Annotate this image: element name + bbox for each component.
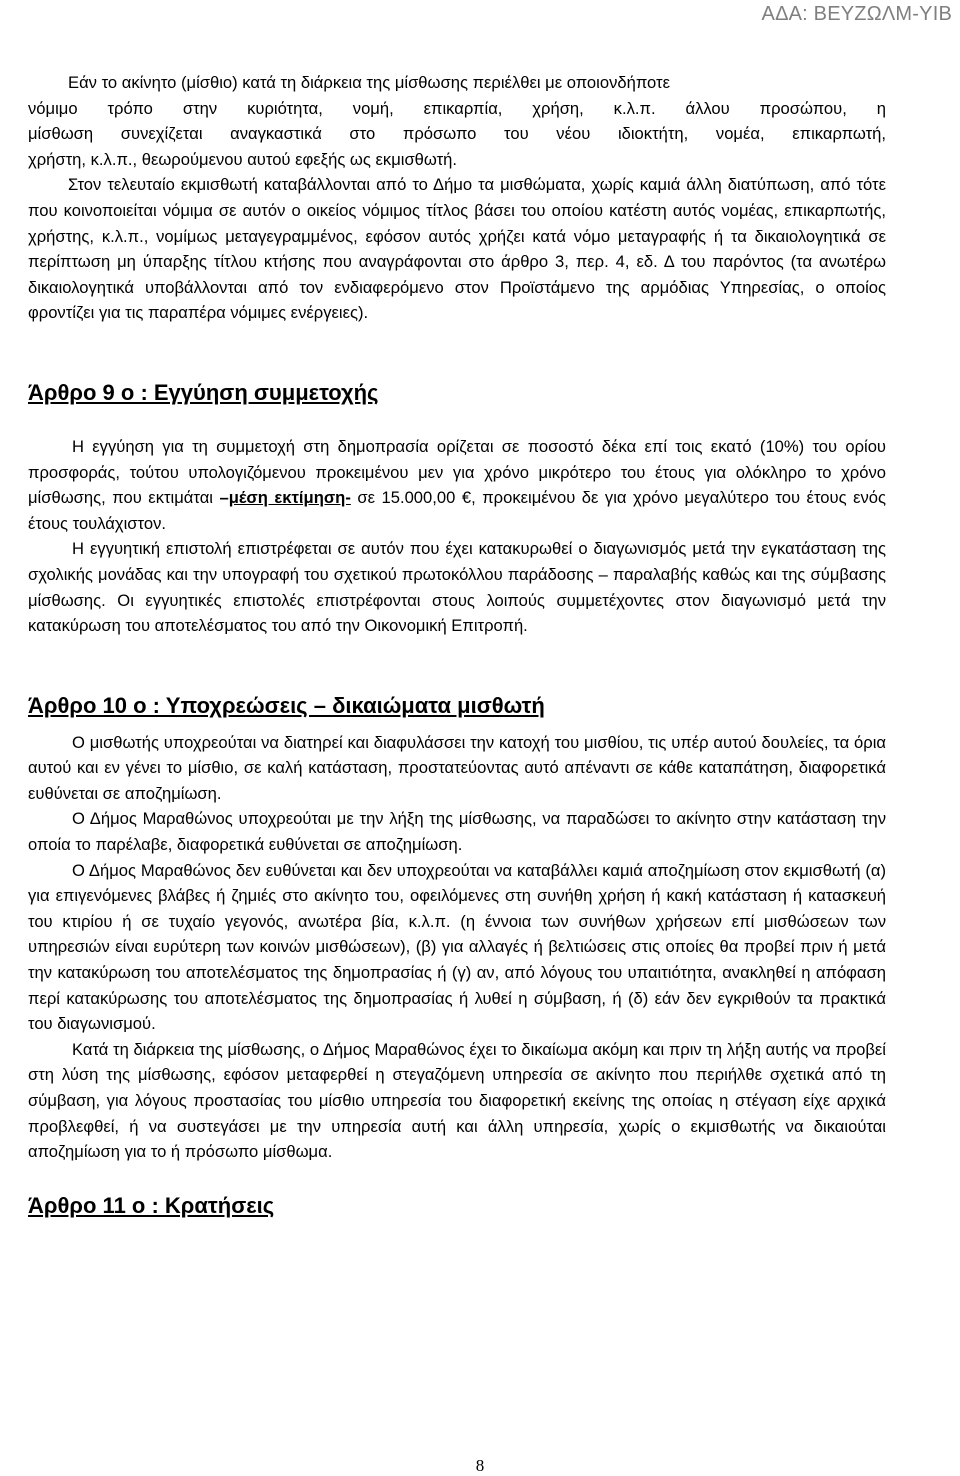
article-10-title-text: Άρθρο 10 ο : Υποχρεώσεις – δικαιώματα μισθωτή — [28, 692, 545, 718]
article-9-title-text: Άρθρο 9 ο : Εγγύηση συμμετοχής — [28, 379, 379, 405]
paragraph-line: χρήστη, κ.λ.π., θεωρούμενου αυτού εφεξής ως εκμισθωτή. — [28, 149, 458, 169]
paragraph: Ο Δήμος Μαραθώνος δεν ευθύνεται και δεν υποχρεούται να καταβάλλει καμιά αποζημίωση στον εκμισθωτή (α) για επιγενόμενες βλάβες ή ζημιές στο ακίνητο του, οφειλόμενες στη συνήθη χρήση ή κακή κατάσταση ή κατασκευή του κτιρίου ή σε τυχαίο γεγονός, ανωτέρα βία, κ.λ.π. (η έννοια των συνήθων χρήσεων επί μισθώσεων των υπηρεσιών είναι ευρύτερη των κοινών μισθώσεων), (β) για αλλαγές ή βελτιώσεις στις οποίες θα προβεί πριν ή μετά την κατακύρωση του αποτελέσματος της δημοπρασίας ή (γ) αν, από λόγους του υπαιτιότητα, ανακληθεί η απόφαση περί κατακύρωσης του αποτελέσματος της δημοπρασίας ή λυθεί η σύμβαση, ή (δ) εάν δεν εγκριθούν τα πρακτικά του διαγωνισμού. — [28, 860, 886, 1034]
document-body — [28, 70, 886, 1221]
paragraph-line: νόμιμο τρόπο στην κυριότητα, νομή, επικαρπία, χρήση, κ.λ.π. άλλου προσώπου, η — [28, 98, 886, 118]
dash: – — [219, 488, 229, 508]
paragraph-line: Εάν το ακίνητο (μίσθιο) κατά τη διάρκεια της μίσθωσης περιέλθει με οποιονδήποτε — [68, 73, 671, 92]
paragraph: Ο Δήμος Μαραθώνος υποχρεούται με την λήξη της μίσθωσης, να παραδώσει το ακίνητο στην κατάσταση την οποία το παρέλαβε, διαφορετικά ευθύνεται σε αποζημίωση. — [28, 809, 886, 855]
article-10-title — [28, 691, 886, 721]
paragraph: Κατά τη διάρκεια της μίσθωσης, ο Δήμος Μαραθώνος έχει το δικαίωμα ακόμη και πριν τη λήξη αυτής να προβεί στη λύση της μίσθωσης, εφόσον μεταφερθεί η στεγαζόμενη υπηρεσία σε ακίνητο που περιήλθε σχετικά από τη σύμβαση, για λόγους προστασίας του μίσθιο υπηρεσία του διαφορετική εκείνης της οποίας η στέγαση είχε αρχικά προβλεφθεί, ή να συστεγάσει με την υπηρεσία αυτή και άλλη υπηρεσία, χωρίς ο εκμισθωτής να δικαιούται αποζημίωση για το ή πρόσωπο μίσθωμα. — [28, 1039, 886, 1162]
paragraph: Στον τελευταίο εκμισθωτή καταβάλλονται από το Δήμο τα μισθώματα, χωρίς καμιά άλλη διατύπωση, από τότε που κοινοποιείται νόμιμα σε αυτόν ο οικείος νόμιμος τίτλος βάσει του οποίου κατέστη αυτός νομέας, επικαρπωτής, χρήστης, κ.λ.π., νομίμως μεταγεγραμμένος, εφόσον αυτός χρήζει κατά νόμο μεταγραφής ή τα δικαιολογητικά σε περίπτωση μη ύπαρξης τίτλου κτήσης που αναγράφονται στο άρθρο 3, περ. 4, εδ. Δ του παρόντος (τα ανωτέρω δικαιολογητικά υποβάλλονται από τον ενδιαφερόμενο στον Προϊστάμενο της αρμόδιας Υπηρεσίας, ο οποίος φροντίζει για τις παραπέρα νόμιμες ενέργειες). — [28, 175, 886, 323]
bold-underlined-text: μέση εκτίμηση- — [228, 488, 351, 508]
text-run: Η εγγύηση για τη συμμετοχή στη δημοπρασία ορίζεται σε ποσοστό δέκα επί τοις εκατό (10%) του ορίου προσφοράς, τούτου υπολογιζόμενου προκειμένου μεν για χρόνο μικρότερο του έτους για ολόκληρο το χρόνο μίσθωσης, που εκτιμάται — [28, 436, 886, 508]
paragraph: Η εγγυητική επιστολή επιστρέφεται σε αυτόν που έχει κατακυρωθεί ο διαγωνισμός μετά την εγκατάσταση της σχολικής μονάδας και την υπογραφή του σχετικού πρωτοκόλλου παράδοσης – παραλαβής καθώς και της σύμβασης μίσθωσης. Οι εγγυητικές επιστολές επιστρέφονται στους λοιπούς συμμετέχοντες στον διαγωνισμό μετά την κατακύρωση του αποτελέσματος του από την Οικονομική Επιτροπή. — [28, 539, 886, 636]
text-run: σε 15.000,00 €, προκειμένου δε για χρόνο μεγαλύτερο του έτους ενός έτους τουλάχιστον. — [28, 488, 886, 533]
paragraph: Ο μισθωτής υποχρεούται να διατηρεί και διαφυλάσσει την κατοχή του μισθίου, τις υπέρ αυτού δουλείες, τα όρια αυτού και εν γένει το μίσθιο, σε καλή κατάσταση, προστατεύοντας αυτό απέναντι σε κάθε καταπάτηση, διαφορετικά ευθύνεται σε αποζημίωση. — [28, 732, 886, 803]
article-9-title — [28, 378, 886, 408]
article-11-title-text: Άρθρο 11 ο : Κρατήσεις — [28, 1192, 275, 1218]
page-number: 8 — [475, 1456, 485, 1475]
paragraph-line: μίσθωση συνεχίζεται αναγκαστικά στο πρόσωπο του νέου ιδιοκτήτη, νομέα, επικαρπωτή, — [28, 124, 886, 144]
ada-code: ΑΔΑ: ΒΕΥΖΩΛΜ-ΥΙΒ — [761, 3, 952, 25]
paragraph — [28, 434, 886, 536]
article-11-title — [28, 1191, 886, 1221]
